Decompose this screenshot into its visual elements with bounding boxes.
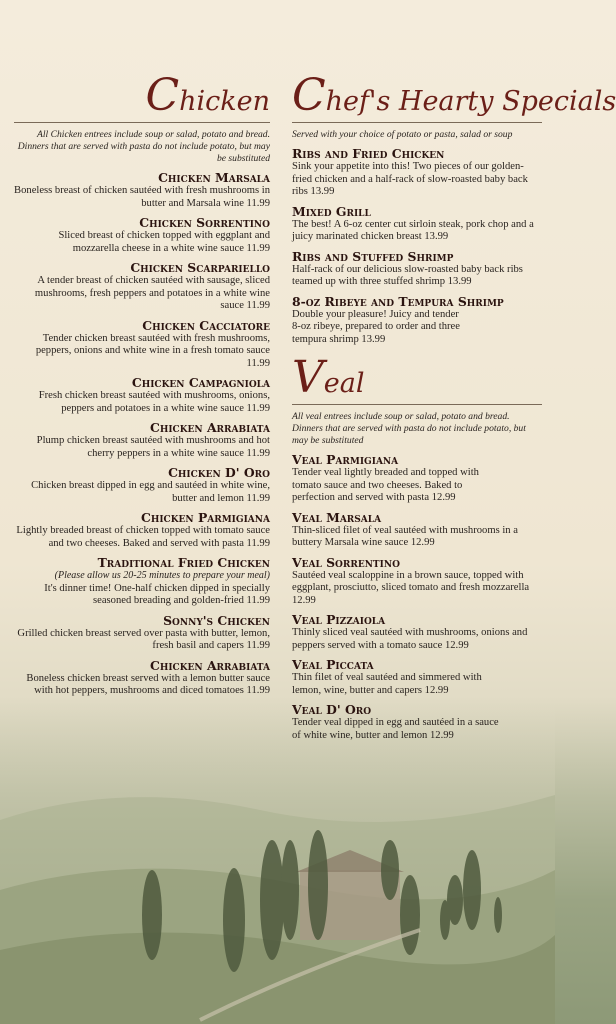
specials-section — [292, 70, 616, 346]
item-name: Sonny's Chicken — [163, 612, 270, 628]
menu-item — [14, 171, 270, 210]
item-name: Chicken Marsala — [158, 170, 270, 185]
item-description: Boneless chicken breast served with a lemon butter sauce with hot peppers, mushrooms and diced tomatoes 11.99 — [26, 672, 270, 696]
menu-item — [14, 319, 270, 371]
item-description: Plump chicken breast sautéed with mushrooms and hot cherry peppers in a white wine sauce 11.99 — [36, 435, 270, 459]
chicken-section — [14, 70, 270, 698]
menu-item — [14, 556, 270, 608]
item-name: Veal Sorrentino — [292, 554, 400, 570]
chicken-intro: All Chicken entrees include soup or salad, potato and bread. Dinners that are served with pasta do not include potato, but may be substituted — [17, 129, 270, 164]
menu-item — [292, 250, 542, 289]
item-name: Veal Pizzaiola — [292, 612, 386, 627]
veal-divider — [292, 404, 542, 405]
menu-item — [292, 295, 542, 347]
item-note: (Please allow us 20-25 minutes to prepare your meal) — [54, 570, 270, 581]
menu-item — [14, 376, 270, 415]
menu-item — [14, 421, 270, 460]
item-name: Chicken Cacciatore — [142, 317, 270, 333]
menu-item — [14, 614, 270, 653]
menu-item — [292, 658, 542, 697]
chicken-heading: Chicken — [145, 70, 270, 121]
item-name: Traditional Fried Chicken — [97, 555, 270, 570]
menu-item — [292, 205, 542, 244]
item-name: Veal D' Oro — [292, 702, 372, 717]
item-description: Thin filet of veal sautéed and simmered with lemon, wine, butter and capers 12.99 — [292, 672, 482, 696]
item-name: Ribs and Stuffed Shrimp — [292, 248, 454, 264]
item-name: Chicken Campagniola — [131, 375, 270, 390]
item-description: Tender veal dipped in egg and sautéed in a sauce of white wine, butter and lemon 12.99 — [292, 717, 499, 741]
item-description: Lightly breaded breast of chicken topped with tomato sauce and two cheeses. Baked and served with pasta 11.99 — [16, 525, 270, 549]
item-description: Boneless breast of chicken sautéed with fresh mushrooms in butter and Marsala wine 11.99 — [14, 185, 270, 209]
item-description: Sliced breast of chicken topped with eggplant and mozzarella cheese in a white wine sauce 11.99 — [58, 230, 270, 254]
item-name: Veal Parmigiana — [292, 452, 399, 467]
menu-item — [292, 511, 542, 550]
menu-item — [14, 659, 270, 698]
item-description: Half-rack of our delicious slow-roasted baby back ribs teamed up with three stuffed shrimp 13.99 — [292, 263, 523, 287]
veal-intro: All veal entrees include soup or salad, potato and bread. Dinners that are served with pasta do not include potato, but may be substituted — [292, 411, 526, 446]
menu-item — [292, 147, 542, 199]
menu-item — [14, 261, 270, 313]
menu-item — [14, 216, 270, 255]
item-description: Grilled chicken breast served over pasta with butter, lemon, fresh basil and capers 11.99 — [17, 627, 270, 651]
item-name: Veal Marsala — [292, 509, 382, 525]
item-name: Chicken Parmigiana — [140, 510, 270, 525]
menu-item — [292, 556, 542, 608]
specials-divider — [292, 122, 542, 123]
item-description: Tender chicken breast sautéed with fresh mushrooms, peppers, onions and white wine in a fresh tomato sauce 11.99 — [35, 332, 270, 369]
item-name: Mixed Grill — [292, 203, 371, 219]
item-description: Thinly sliced veal sautéed with mushrooms, onions and peppers served with a tomato sauce 12.99 — [292, 627, 528, 651]
item-description: It's dinner time! One-half chicken dipped in specially seasoned breading and golden-fried 11.99 — [44, 582, 270, 606]
item-name: Ribs and Fried Chicken — [292, 146, 445, 161]
item-description: A tender breast of chicken sautéed with sausage, sliced mushrooms, fresh peppers and potatoes in a white wine sauce 11.99 — [34, 275, 270, 311]
item-description: Fresh chicken breast sautéed with mushrooms, onions, peppers and potatoes in a white wine sauce 11.99 — [38, 390, 270, 414]
item-name: Chicken D' Oro — [168, 465, 270, 480]
menu-item — [292, 613, 542, 652]
specials-heading: Chef's Hearty Specials — [292, 70, 616, 121]
tuscan-landscape-image — [0, 700, 555, 1024]
item-description: Sautéed veal scaloppine in a brown sauce, topped with eggplant, prosciutto, sliced tomato and fresh mozzarella 12.99 — [292, 569, 530, 606]
menu-item — [292, 453, 542, 505]
item-name: Chicken Arrabiata — [149, 420, 270, 435]
specials-intro: Served with your choice of potato or pasta, salad or soup — [292, 129, 513, 140]
menu-item — [14, 466, 270, 505]
item-name: Chicken Arrabiata — [149, 657, 270, 673]
item-name: Veal Piccata — [292, 657, 374, 672]
item-description: Sink your appetite into this! Two pieces of our golden-fried chicken and a half-rack of slow-roasted baby back ribs 13.99 — [292, 161, 528, 197]
menu-item — [14, 511, 270, 550]
item-name: Chicken Sorrentino — [139, 215, 270, 230]
menu-item — [292, 703, 542, 742]
veal-heading: Veal — [292, 352, 365, 403]
veal-section — [292, 352, 542, 742]
item-description: Tender veal lightly breaded and topped with tomato sauce and two cheeses. Baked to perfection and served with pasta 12.99 — [292, 467, 479, 503]
item-description: Double your pleasure! Juicy and tender 8-oz ribeye, prepared to order and three tempura shrimp 13.99 — [292, 308, 460, 345]
item-description: Chicken breast dipped in egg and sautéed in white wine, butter and lemon 11.99 — [31, 480, 270, 504]
item-name: 8-oz Ribeye and Tempura Shrimp — [292, 293, 504, 309]
item-description: The best! A 6-oz center cut sirloin steak, pork chop and a juicy marinated chicken breast 13.99 — [292, 218, 534, 242]
item-name: Chicken Scarpariello — [130, 260, 270, 275]
chicken-divider — [14, 122, 270, 123]
item-description: Thin-sliced filet of veal sautéed with mushrooms in a buttery Marsala wine sauce 12.99 — [292, 524, 518, 548]
